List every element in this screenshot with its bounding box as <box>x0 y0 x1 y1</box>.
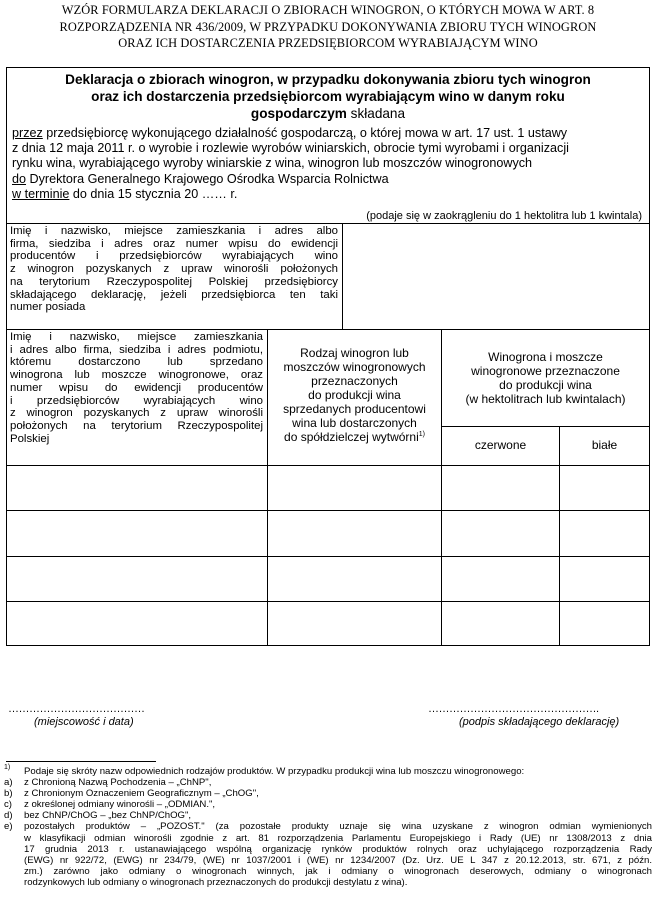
signature-label <box>459 716 619 728</box>
table-header-col1 <box>10 331 263 445</box>
intro-line-3: rynku wina, wyrabiającego wyroby winiarskie z wina, winogron lub moszczów winogronowych <box>12 156 533 171</box>
row-3-red-cell[interactable] <box>442 557 558 601</box>
row-4-type-cell[interactable] <box>268 602 440 645</box>
col2-line: wina lub dostarczonych <box>292 416 417 430</box>
intro-line-1 <box>12 126 644 141</box>
row-4-white-cell[interactable] <box>560 602 649 645</box>
col2-line: przeznaczonych <box>311 374 398 388</box>
declarant-label-line: na terytorium Rzeczypospolitej Polskiej przedsiębiorcy <box>10 275 338 288</box>
przez-text: przedsiębiorcę wykonującego działalność gospodarczą, o której mowa w art. 17 ust. 1 ustawy <box>46 126 568 140</box>
col1-line: i przedsiębiorców wyrabiających wino <box>10 394 263 407</box>
footnote-item <box>4 788 652 799</box>
footnote-item-text: z Chronioną Nazwą Pochodzenia – „ChNP", <box>24 777 212 789</box>
footnote-e-line: rodzynkowych lub odmiany o winogronach przeznaczonych do produkcji destylatu z wina). <box>24 876 408 888</box>
col2-line: sprzedanych producentowi <box>283 402 426 416</box>
row-1-recipient-cell[interactable] <box>7 466 266 510</box>
footnote-item-e-text <box>24 821 652 888</box>
declarant-label-line: producentów i przedsiębiorców wyrabiających wino <box>10 250 338 263</box>
footnote-item-text: bez ChNP/ChOG – „bez ChNP/ChOG", <box>24 810 192 822</box>
table-row <box>7 511 649 555</box>
col2-line: Rodzaj winogron lub <box>300 346 409 360</box>
place-date-dots[interactable]: ………………………………… <box>8 703 145 715</box>
footnote-item-label: d) <box>4 810 13 822</box>
footnote-e-line: w klasyfikacji odmian winorośli zgodnie z art. 81 rozporządzenia Parlamentu Europejskiego i Rady (UE) nr 1308/2013 z dnia <box>24 832 652 844</box>
footnote-item-text: z określonej odmiany winorośli – „ODMIAN.", <box>24 799 216 811</box>
table-row <box>7 466 649 510</box>
footnote-intro-row <box>4 766 652 777</box>
row-1-white-cell[interactable] <box>560 466 649 510</box>
declarant-value-field[interactable] <box>343 224 649 329</box>
table-header-col3 <box>442 350 649 406</box>
declarant-label-line: Imię i nazwisko, miejsce zamieszkania i adres albo <box>10 225 338 237</box>
termin-label: w terminie <box>12 186 70 201</box>
declarant-label-line: numer posiada <box>10 301 86 314</box>
footnote-e-line: zm.) zarówno jako odmiany o winogronach winnych, jak i odmiany o winogronach deserowych, odmiany o winogronach <box>24 865 652 877</box>
declarant-label <box>10 225 338 314</box>
title-suffix: składana <box>350 106 406 121</box>
row-2-white-cell[interactable] <box>560 511 649 555</box>
col1-line: winogrona lub moszcze winogronowe, oraz <box>10 369 263 382</box>
footnote-e-line: pozostałych produktów – „POZOST." (za pozostałe produkty uznaje się wina uzyskane z winogron odmian wymienionych <box>24 821 652 833</box>
footnote-mark-sup: 1) <box>4 764 11 771</box>
declarant-label-line: składającego deklarację, jeżeli przedsiębiorca ten taki <box>10 288 338 301</box>
table-row <box>7 557 649 601</box>
col1-line: z winogron pozyskanych z upraw winorośli <box>10 407 263 420</box>
subheader-red: czerwone <box>474 438 527 452</box>
col1-line: któremu dostarczono lub sprzedano <box>10 356 263 369</box>
do-text: Dyrektora Generalnego Krajowego Ośrodka Wsparcia Rolnictwa <box>29 171 389 186</box>
title-line-1: Deklaracja o zbiorach winogron, w przypadku dokonywania zbioru tych winogron <box>65 72 591 87</box>
footnote-item-label: e) <box>4 821 13 833</box>
col3-line: do produkcji wina <box>499 378 592 392</box>
header-line-1: WZÓR FORMULARZA DEKLARACJI O ZBIORACH WINOGRON, O KTÓRYCH MOWA W ART. 8 <box>61 3 595 17</box>
signature-dots[interactable]: …………………………………………. <box>428 703 599 715</box>
footnote-item-label: c) <box>4 799 12 811</box>
footnote-e-line: (EWG) nr 922/72, (EWG) nr 234/79, (WE) nr 1037/2001 i (WE) nr 1234/2007 (Dz. Urz. UE L 347 z 20.12.2013, str. 671, z późn. <box>24 854 652 866</box>
footnote-item <box>4 777 652 788</box>
row-3-recipient-cell[interactable] <box>7 557 266 601</box>
footnote-item <box>4 821 652 888</box>
table-row <box>7 602 649 645</box>
table-header-col2 <box>268 346 441 444</box>
col1-line: numer wpisu do ewidencji producentów <box>10 381 263 394</box>
row-3-type-cell[interactable] <box>268 557 440 601</box>
col1-line: Polskiej <box>10 432 50 445</box>
przez-label: przez <box>12 126 43 140</box>
col2-line: moszczów winogronowych <box>283 360 426 374</box>
col2-line-last <box>268 430 441 444</box>
do-label: do <box>12 171 27 186</box>
row-2-type-cell[interactable] <box>268 511 440 555</box>
col3-line: winogronowe przeznaczone <box>471 364 620 378</box>
row-1-red-cell[interactable] <box>442 466 558 510</box>
intro-line-4 <box>12 172 644 187</box>
footnote-item <box>4 810 652 821</box>
signature-label-text: (podpis składającego deklarację) <box>459 716 620 728</box>
col1-line: Imię i nazwisko, miejsce zamieszkania <box>10 331 263 343</box>
col1-line: i adres albo firma, siedziba i adres podmiotu, <box>10 343 263 356</box>
termin-text: do dnia 15 stycznia 20 …… r. <box>72 186 238 201</box>
header-line-2: ROZPORZĄDZENIA NR 436/2009, W PRZYPADKU DOKONYWANIA ZBIORU TYCH WINOGRON <box>59 19 597 34</box>
row-2-recipient-cell[interactable] <box>7 511 266 555</box>
footnote-item <box>4 799 652 810</box>
header-line-3: ORAZ ICH DOSTARCZENIA PRZEDSIĘBIORCOM WYRABIAJĄCYM WINO <box>118 36 538 50</box>
declaration-intro <box>12 126 644 202</box>
divider <box>7 329 649 330</box>
title-line-3-text: gospodarczym <box>250 106 347 121</box>
row-3-white-cell[interactable] <box>560 557 649 601</box>
col1-line: położonych na terytorium Rzeczypospolitej <box>10 419 263 432</box>
col3-line: Winogrona i moszcze <box>488 350 603 364</box>
footnote-item-label: a) <box>4 777 13 789</box>
declarant-label-line: firma, siedziba i adres oraz numer wpisu do ewidencji <box>10 237 338 250</box>
form-header <box>0 2 656 52</box>
place-date-label-text: (miejscowość i data) <box>34 716 134 728</box>
subheader-white: białe <box>591 438 618 452</box>
place-date-label <box>34 716 134 728</box>
row-4-recipient-cell[interactable] <box>7 602 266 645</box>
footnote-mark <box>4 766 24 777</box>
footnote-item-text: z Chronionym Oznaczeniem Geograficznym – „ChOG", <box>24 788 259 800</box>
rounding-note: (podaje się w zaokrągleniu do 1 hektolitra lub 1 kwintala) <box>366 210 642 222</box>
declaration-form <box>6 67 650 646</box>
row-4-red-cell[interactable] <box>442 602 558 645</box>
declaration-title <box>7 71 649 122</box>
footnote-e-line: 17 grudnia 2013 r. ustanawiającego wspólną organizację rynków produktów rolnych oraz uchylającego rozporządzenia Rady <box>24 843 652 855</box>
row-2-red-cell[interactable] <box>442 511 558 555</box>
col2-line: do spółdzielczej wytwórni <box>284 430 419 444</box>
footnote-separator <box>6 761 156 762</box>
footnote <box>4 766 652 888</box>
divider <box>441 426 649 427</box>
title-line-3 <box>7 105 649 122</box>
intro-line-2: z dnia 12 maja 2011 r. o wyrobie i rozlewie wyrobów winiarskich, obrocie tymi wyrobami i organizacji <box>12 141 569 156</box>
title-line-2: oraz ich dostarczenia przedsiębiorcom wyrabiającym wino w danym roku <box>91 89 565 104</box>
footnote-item-label: b) <box>4 788 13 800</box>
footnote-intro: Podaje się skróty nazw odpowiednich rodzajów produktów. W przypadku produkcji wina lub moszczu winogronowego: <box>24 766 525 777</box>
col3-line: (w hektolitrach lub kwintalach) <box>465 392 626 406</box>
declarant-label-line: z winogron pozyskanych z upraw winorośli położonych <box>10 263 338 276</box>
row-1-type-cell[interactable] <box>268 466 440 510</box>
intro-line-5 <box>12 187 644 202</box>
col2-line: do produkcji wina <box>308 388 401 402</box>
footnote-reference: 1) <box>418 431 425 438</box>
